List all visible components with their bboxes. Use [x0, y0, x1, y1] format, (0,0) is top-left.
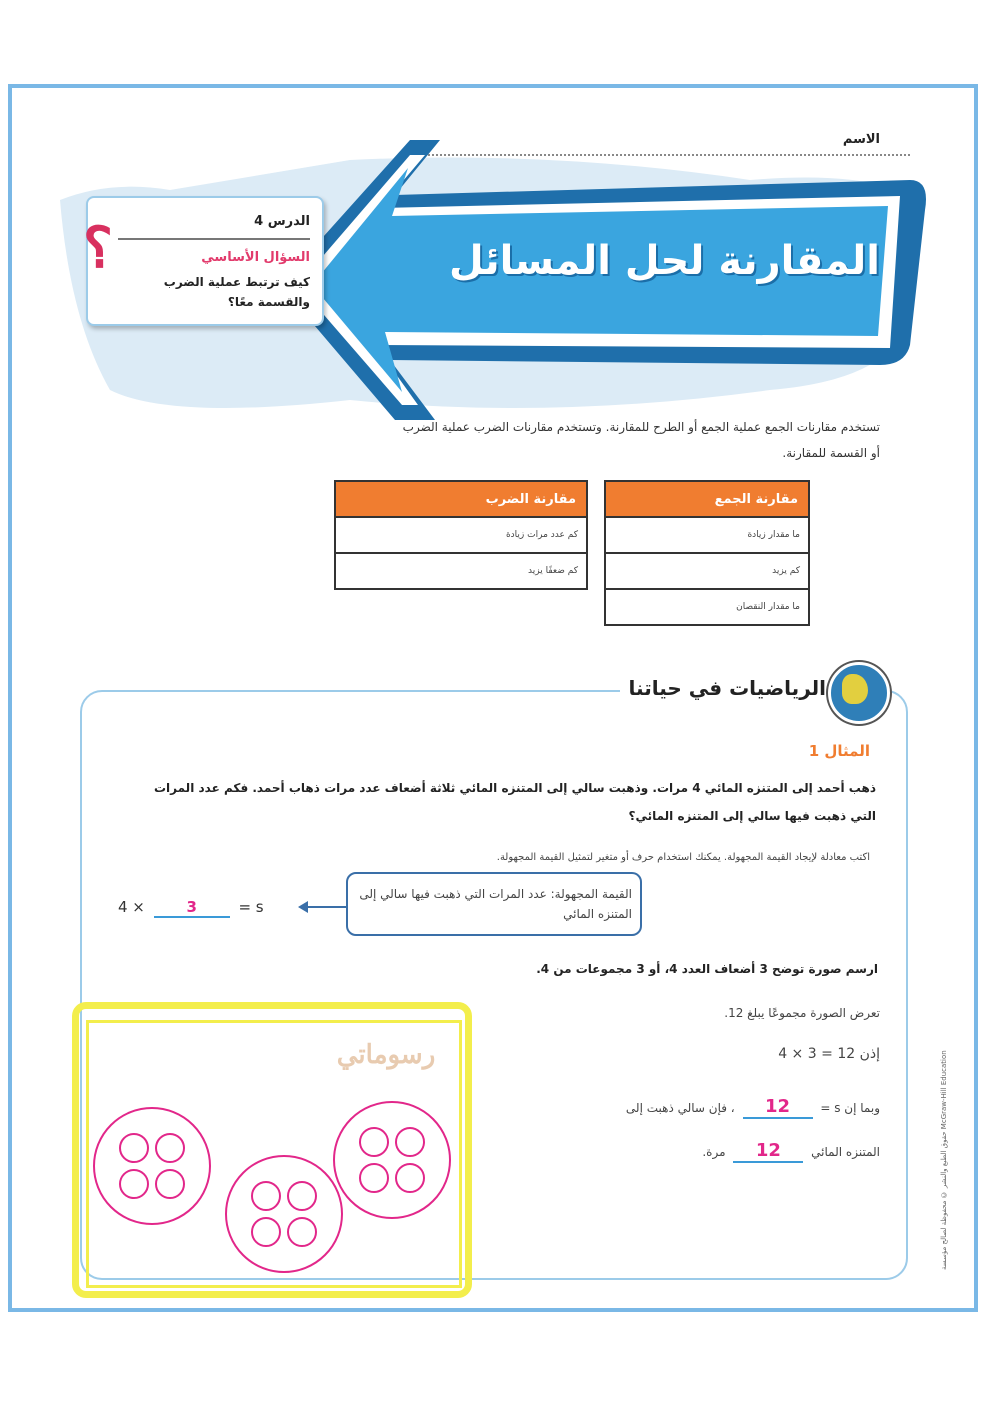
step-3-answer-blank[interactable]: 12 — [743, 1096, 813, 1119]
section-title: الرياضيات في حياتنا — [628, 676, 826, 700]
example-label: المثال 1 — [808, 742, 870, 760]
table-row: كم يزيد — [605, 553, 809, 589]
step-3 — [500, 1096, 880, 1119]
step-3-before: وبما إن s = — [820, 1101, 880, 1115]
callout-arrow-line — [306, 906, 346, 908]
table-row: كم عدد مرات زيادة — [335, 517, 587, 553]
multiplication-comparison-table — [334, 480, 588, 590]
example-problem: ذهب أحمد إلى المتنزه المائي 4 مرات. وذهبت سالي إلى المتنزه المائي ثلاثة أضعاف عدد مرات ذهاب أحمد. فكم عدد المرات التي ذهبت فيها سالي إلى المتنزه المائي؟ — [154, 781, 876, 823]
equation-answer-blank[interactable]: 3 — [154, 898, 230, 918]
step-1: تعرض الصورة مجموعًا يبلغ 12. — [724, 1006, 880, 1020]
equation-right: = s — [238, 898, 264, 916]
table-row: ما مقدار النقصان — [605, 589, 809, 625]
name-label: الاسم — [842, 132, 880, 147]
equation — [118, 898, 298, 918]
equation-left: 4 × — [118, 898, 145, 916]
item-circle — [120, 1134, 148, 1162]
step-4 — [500, 1140, 880, 1163]
write-equation-instruction: اكتب معادلة لإيجاد القيمة المجهولة. يمكنك استخدام حرف أو متغير لتمثيل القيمة المجهولة. — [496, 852, 870, 863]
lesson-rule — [118, 238, 310, 240]
item-circle — [156, 1134, 184, 1162]
item-circle — [288, 1218, 316, 1246]
item-circle — [396, 1164, 424, 1192]
addition-table-header: مقارنة الجمع — [605, 481, 809, 517]
step-4-before: المتنزه المائي — [811, 1145, 880, 1159]
draw-instruction: ارسم صورة توضح 3 أضعاف العدد 4، أو 3 مجموعات من 4. — [536, 962, 878, 976]
intro-text: تستخدم مقارنات الجمع عملية الجمع أو الطرح للمقارنة. وتستخدم مقارنات الضرب عملية الضرب أو القسمة للمقارنة. — [402, 420, 880, 460]
question-mark-icon: ؟ — [83, 215, 113, 281]
table-row: ما مقدار زيادة — [605, 517, 809, 553]
essential-question: كيف ترتبط عملية الضرب والقسمة معًا؟ — [163, 275, 310, 309]
item-circle — [396, 1128, 424, 1156]
item-circle — [120, 1170, 148, 1198]
item-circle — [252, 1218, 280, 1246]
lesson-number: الدرس 4 — [254, 214, 310, 229]
group-circle — [334, 1102, 450, 1218]
item-circle — [360, 1164, 388, 1192]
step-3-after: ، فإن سالي ذهبت إلى — [625, 1101, 735, 1115]
table-row: كم ضعفًا يزيد — [335, 553, 587, 589]
step-2: إذن 12 = 3 × 4 — [778, 1046, 880, 1062]
addition-comparison-table — [604, 480, 810, 626]
essential-question-label: السؤال الأساسي — [201, 250, 310, 265]
item-circle — [288, 1182, 316, 1210]
multiplication-table-header: مقارنة الضرب — [335, 481, 587, 517]
copyright-note: حقوق الطبع والنشر © محفوظة لصالح مؤسسة McGraw-Hill Education — [940, 1050, 948, 1270]
item-circle — [252, 1182, 280, 1210]
unknown-callout-text: القيمة المجهولة: عدد المرات التي ذهبت فيها سالي إلى المتنزه المائي — [359, 887, 632, 921]
item-circle — [156, 1170, 184, 1198]
group-circle — [94, 1108, 210, 1224]
drawings-watermark: رسوماتي — [336, 1040, 436, 1070]
arrow-left-icon — [298, 901, 308, 913]
globe-land-icon — [842, 674, 868, 704]
group-circle — [226, 1156, 342, 1272]
step-4-after: مرة. — [702, 1145, 726, 1159]
step-4-answer-blank[interactable]: 12 — [733, 1140, 803, 1163]
item-circle — [360, 1128, 388, 1156]
groups-drawing — [86, 1080, 462, 1290]
page-title: المقارنة لحل المسائل — [448, 238, 880, 284]
